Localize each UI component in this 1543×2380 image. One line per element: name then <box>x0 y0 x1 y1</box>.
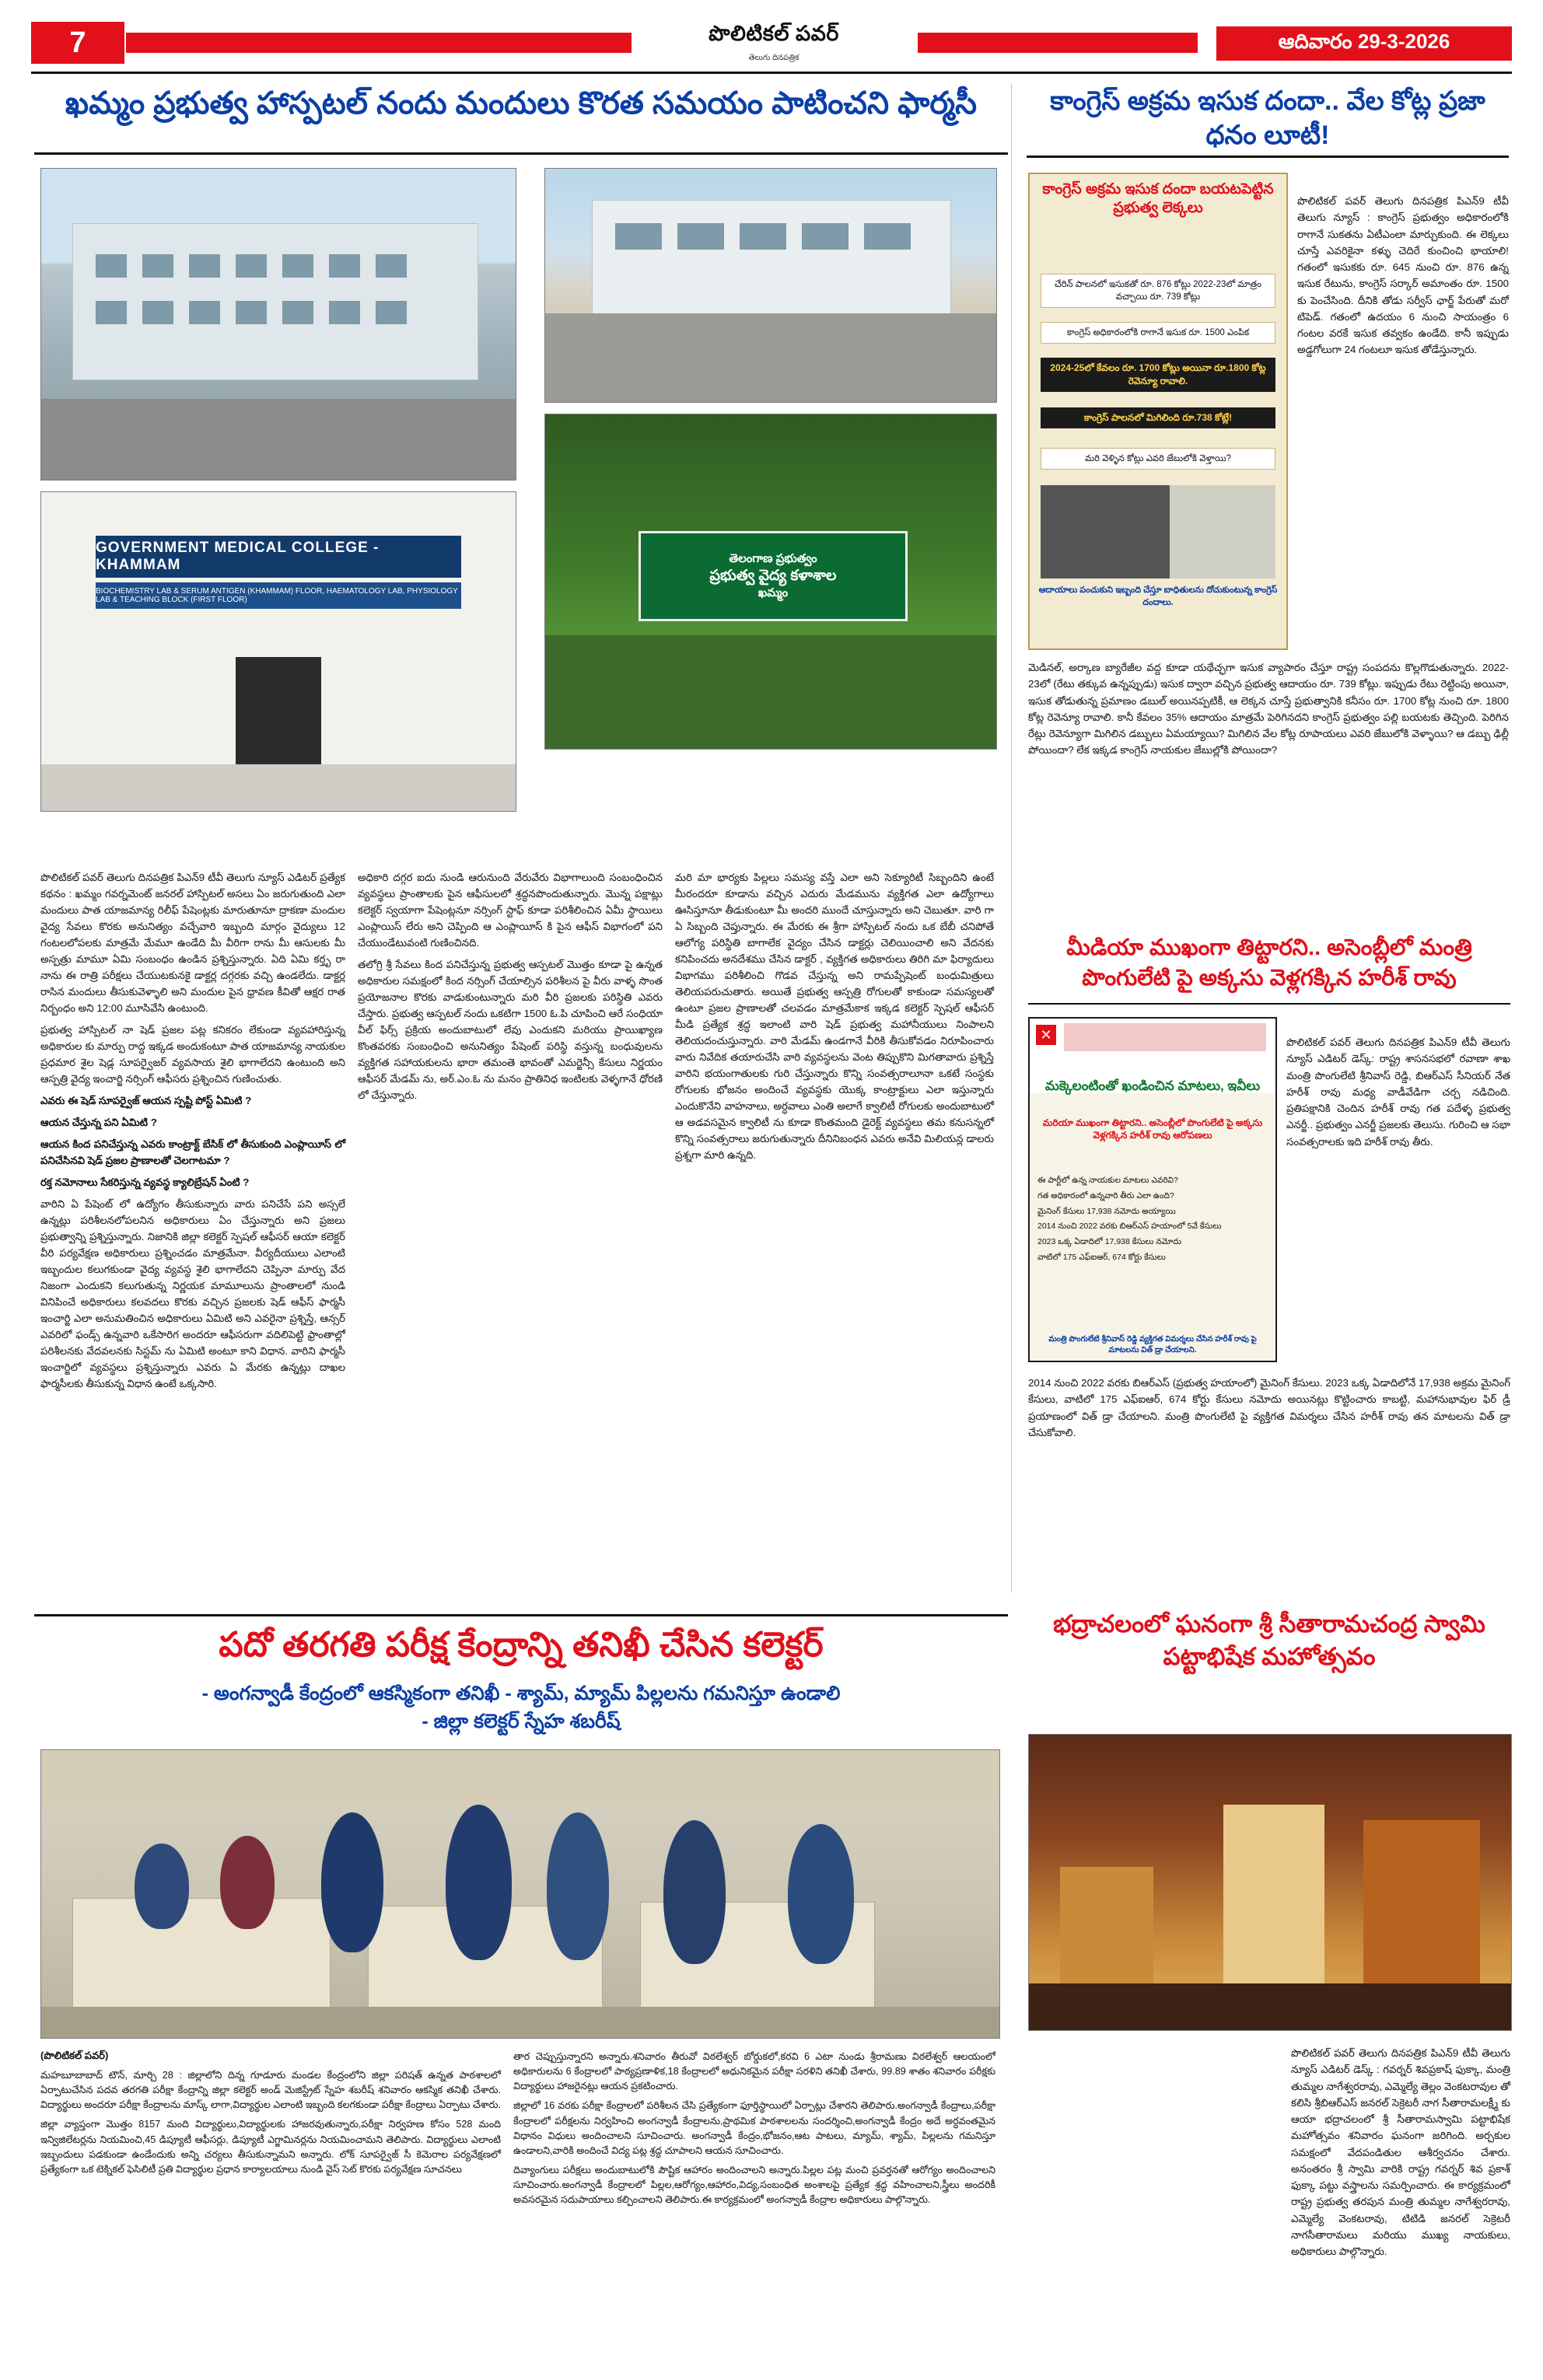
paragraph: మరి మా భార్యకు పిల్లలు సమస్య వస్తే ఎలా అని సెక్యూరిటీ సిబ్బందిని ఉంటే మీరందరూ కూడాను వచ్చిన ఎదురు మేడమును వ్యక్తిగత ఎలా ఉద్యోగాలు ఊసిస్తూనూ తీడుకుంటూ మీ అందరి ముందే చూస్తున్నారు అని చెబుతూ. వారి గా ఏ సిబ్బంది చెప్తున్నారు. ఈ మేరకు ఈ శ్రీగా హాస్పిటల్ నందు ఒక బేబీ చనిపోతే ఆలోగ్య పరిస్థితి బాగాలేక వైద్యం చేసిన డాక్టర్లు చెలియించాలి అని వేదనకు కనిపించదు అనదేశము చేసిన డాక్టర్ , వ్యక్తిగత అధికారులు తిరిగి మా ఫిర్యాదులు విభాగము పరిశీలించి గొడవ చేస్తున్న అని రామప్పేషెంట్ బంధుమిత్రులు తెలియపరుచుతారు. అయితే ప్రభుత్వ ఆస్పత్రి రోగులతో కాకుండా సమస్యలతో ఉంటూ ప్రజల ప్రాణాలతో చలవడం మాత్రమేకాక ఇక్కడ కలెక్టర్ స్పెషల్ ఆఫీసర్ మీడి ప్రత్యేక శ్రద్ధ ఇలాంటి వారి షెడ్ ప్రభుత్వ మహానీయులు నింపాలని తెలియదంచుస్తున్నారు. వారి మేడమ్ ఉండగానే వీరికి తీసుకోవడం నిరూపించారు వారు నివేదిక తయారుచేసి వారి వ్యవస్థలను వెంట తిప్పుకొని మిగతావారు ప్రశ్నిస్తే వారిని భయంగాతులకు గురి చేస్తున్నారు కొన్ని సంవత్సరాలూనా ఒకటే సంస్థకు రోగులకు భోజనం అందించే వ్యవస్థకు యొక్క కాంట్రాక్టులు ఎలా ఇస్తున్నారు ఎందుకొనేని వాహనాలు, అర్ధవాలు ఎంతి అలాగే క్వాలిటీ రోగులకు అందుబాటులో ఆ అడవసమైన క్వాలిటీ ను కూడా కొంతమంది డైరెక్ట్ వ్యవస్థలు తమ కనుసన్నలో కొన్ని సంవత్సరాలు జరుగుతున్నారు దీనినిబంధన ఎవరు అనేవి మిలియన్ల డాలరు ప్రశ్నగా మారి ఉన్నది. <box>675 872 994 1161</box>
paragraph: దివ్యాంగులు పరీక్షలు అందుబాటులోకి పౌష్టిక ఆహారం అందించాలని అన్నారు.పిల్లల పట్ల మంచి ప్రవర్తనతో ఆరోగ్యం అందించాలని సూచించారు.అంగన్వాడీ కేంద్రాలలో పిల్లల,ఆరోగ్యం,ఆహారం,విద్య,సంబంధిత అంశాలపై ప్రత్యేక శ్రద్ధ వహించాలని,స్త్రీలు అందరికీ అవసరమైన సదుపాయాలు కల్పించాలని తెలిపారు.ఈ కార్యక్రమంలో అంగన్వాడీ కేంద్రాల అధికారులు పాల్గొన్నారు. <box>513 2164 995 2206</box>
infographic-footer: ఆదాయాలు పంచుకుని ఇబ్బంది చేస్తూ బాధితులను దోచుకుంటున్న కాంగ్రెస్ దందాలు. <box>1038 585 1278 607</box>
paragraph: జిల్లాలో 16 వరకు పరీక్షా కేంద్రాలలో పరిశీలన చేసి ప్రత్యేకంగా ఫూర్తిస్థాయిలో ఏర్పాట్లు చేశారని తెలిపారు.అంగన్వాడీ కేంద్రాలు,పరీక్షా కేంద్రాలలో పరీక్షలను నిర్వహించి అంగన్వాడీ కేంద్రాలను,ప్రాథమిక పాఠశాలలను సందర్శించి,అంగన్వాడీ కేంద్రం అదే అర్ధవంతమైన విధానం విధులు అందించాలని సూచించారు. అంగన్వాడీ కేంద్రం,భోజనం,ఆట పాటలు, మ్యామ్, శ్యామ్, పిల్లలను గమనిస్తూ ఉండాలని,వారికి అందించే విద్య పట్ల శ్రద్ధ చూపాలని ఆయన సూచించారు. <box>513 2100 995 2156</box>
right-story-2-headline: మీడియా ముఖంగా తిట్టారని.. అసెంబ్లీలో మంత్రి పొంగులేటి పై అక్కసు వెళ్లగక్కిన హరీశ్ రావు <box>1066 935 1472 991</box>
garden-sign-line2: ప్రభుత్వ వైద్య కళాశాల <box>709 567 837 584</box>
bullet-item: మైనింగ్ కేసులు 17,938 నమోదు అయ్యాయి <box>1037 1206 1176 1216</box>
paragraph: ప్రభుత్వ హాస్పిటల్ నా షెడ్ ప్రజల పట్ల కనికరం లేకుండా వ్యవహారిస్తున్న అధికారుల కు మార్పు రాద్ధ ఇక్కడ అందుకంటూ పాత యాజమాన్య నాయకుల ప్రధమార శైల షెడ్ల సూపర్వైజర్ వ్యవసాయ శైలి భాగాలేదని ఉంటుంది అని ఆస్పత్రి వైద్య ఇంచార్జి నర్సింగ్ ఆఫీసరు ప్రశ్నించిన గుణించుతు. <box>40 1024 345 1085</box>
bottom-column-a <box>40 2068 501 2182</box>
infographic-photo <box>1041 485 1275 578</box>
subhead-line-2: - జిల్లా కలెక్టర్ స్నేహ శబరీష్ <box>422 1711 621 1733</box>
question-line: ఆయన చేస్తున్న పని ఏమిటి ? <box>40 1117 157 1128</box>
college-entrance-door <box>236 657 321 781</box>
question-line: ఎవరు ఈ షెడ్ సూపర్వైజ్ ఆయన స్పష్టి పోస్ట్ ఏమిటి ? <box>40 1095 252 1106</box>
photo-exam-centre-inspection <box>40 1749 1000 2039</box>
infographic-highlight-1: 2024-25లో కేవలం రూ. 1700 కోట్లు అయినా రూ.1800 కోట్ల రెవెన్యూ రావాలి. <box>1041 358 1275 392</box>
cross-icon: ✕ <box>1036 1025 1056 1045</box>
infographic-title: కాంగ్రెస్ అక్రమ ఇసుక దందా బయటపెట్టిన ప్రభుత్వ లెక్కలు <box>1042 181 1274 216</box>
paragraph: మహబూబాబాద్ టౌన్, మార్చి 28 : జిల్లాలోని దిన్న గూడూరు మండల కేంద్రంలోని జిల్లా పరిషత్ ఉన్నత పాఠశాలలో ఏర్పాటుచేసిన పదవ తరగతి పరీక్షా కేంద్రాన్ని జిల్లా కలెక్టర్ అండ్ మెజిస్ట్రేట్ స్నేహ శబరీష్ శనివారం ఆకస్మిక తనిఖీ చేశారు. విద్యార్థులు అందరూ పరీక్షా కేంద్రాలను మాస్క్ లాగా,విద్యార్థుల ఎలాంటి ఇబ్బంది కలగకుండా పరీక్షా కేంద్రాలు ఏర్పాటు చేశారు. <box>40 2070 501 2111</box>
paragraph: తలోగ్రి శ్రీ సేవలు కింద పనిచేస్తున్న ప్రభుత్వ ఆస్పటల్ మొత్తం కూడా పై ఉన్నత అధికారుల సమక్షంలో కింద నర్సింగ్ చేయాల్సిన పరిశీలన పై వీరు వాళ్ళ సొంత ప్రయోజనాల కొరకు వాడుకుంటున్నారు మరి వీరి ప్రజలకు పరిస్థితి ఎవరు చేస్తారు. ప్రభుత్వ ఆస్పటల్ నందు ఒకటిగా 1500 ఓ.పి చూపించి ఆరే సంధియా వీల్ ఫిర్స్ ప్రక్రియ అందుబాటులో లేవు ఎందుకని మరియు ప్రాయిఖ్యాణ కొంతవరకు సంబంధించి అనునిత్యం పేషెంట్ పరిస్థి వస్తున్న బంధువులను వ్యక్తిగత సహాయకులను భారా తమంతె భావంతో ఎమర్జెన్సీ కేసులు నిర్ణయం ఆఫీసర్ మేడమ్ ను, అర్.ఎం.ఓ ను మనం ప్రాతినిధ ఇంటిలకు వెళ్ళగానే ధోరణి లో చేస్తున్నారు. <box>358 959 663 1101</box>
left-column-b <box>358 869 663 1109</box>
garden-sign-line3: ఖమ్మం <box>758 586 789 600</box>
assembly-infographic <box>1028 1017 1277 1362</box>
bullet-item: 2023 ఒక్క ఏడాదిలో 17,938 కేసులు నమోదు <box>1037 1237 1182 1247</box>
paragraph: జిల్లా వ్యాప్తంగా మొత్తం 8157 మంది విద్యార్థులు,విద్యార్థులకు హాజరవుతున్నారు,పరీక్షా నిర్వహణ కోసం 528 మంది ఇన్విజిలేటర్లను నియమించి,45 డిప్యూటీ ఆఫీసర్లు, డిప్యూటీ ఎగ్జామినర్లను నియమించామని తెలిపారు. విద్యార్థులు ఎలాంటి ఇబ్బందులు పడకుండా ఉండేందుకు అన్ని చర్యలు తీసుకున్నామని అన్నారు. లోక్ సూపర్వైజ్ సీ కెమెరాల పర్యవేక్షణలో ప్రత్యేకంగా ఒక టెక్నికల్ ఫెసిలిటీ ప్రతి విద్యార్థుల ప్రధాన కార్యాలయాలు నుండి వైస్ సెట్ కొరకు పర్యవేక్షణ సూచనలు <box>40 2119 501 2175</box>
photo-temple-ceremony <box>1028 1734 1512 2031</box>
right-story-2-body-wrap <box>1286 1034 1510 1155</box>
left-headline-rule <box>34 152 1008 155</box>
bullet-item: గత అధికారంలో ఉన్నవారి తీరు ఎలా ఉంది? <box>1037 1190 1174 1200</box>
right-story-1-body-full <box>1028 659 1509 764</box>
logo-sub-text: తెలుగు దినపత్రిక <box>748 54 799 62</box>
bottom-story-headline: పదో తరగతి పరీక్ష కేంద్రాన్ని తనిఖీ చేసిన కలెక్టర్ <box>219 1626 824 1664</box>
bullet-item: ఈ పార్టీలో ఉన్న నాయకుల మాటలు ఎవరివి? <box>1037 1176 1178 1185</box>
masthead-rule-left <box>126 33 632 53</box>
right-story-1-headline: కాంగ్రెస్ అక్రమ ఇసుక దందా.. వేల కోట్ల ప్రజా ధనం లూటీ! <box>1050 86 1485 151</box>
paragraph: తార చెప్పుస్తున్నారని అన్నారు.శనివారం తీరువో విఠలేశ్వర్ బోర్డుకలో,కరవి 6 ఎటా నుండు శ్రీరామణు విఠలేశ్వర్ ఆలయంలో అధికారులను 6 కేంద్రాలలో పాఠ్యప్రణాళిక,18 కేంద్రాలలో అధునికమైన పరీక్షా సరళిని తనిఖీ చేశారు, 99.89 శాతం శనివారం పరీక్షకు విద్యార్థులు హాజరైనట్లు ఆయన ప్రకటించారు. <box>513 2051 995 2092</box>
right-story-3-headline: భద్రాచలంలో ఘనంగా శ్రీ సీతారామచంద్ర స్వామి పట్టాభిషేక మహోత్సవం <box>1053 1610 1485 1670</box>
infographic-2-title: మక్కెలంటింతో ఖండించిన మాటలు, ఇవీలు <box>1044 1078 1261 1093</box>
masthead-bottom-rule <box>31 72 1512 74</box>
garden-sign-line1: తెలంగాణ ప్రభుత్వం <box>729 552 817 566</box>
infographic-row-2: కాంగ్రెస్ అధికారంలోకి రాగానే ఇసుక రూ. 1500 ఎంపిక <box>1041 322 1275 344</box>
masthead-rule-right <box>918 33 1198 53</box>
right-story-2-body-full <box>1028 1375 1510 1446</box>
story-credit: (పొలిటికల్ పవర్) <box>40 2050 109 2061</box>
sand-scam-infographic <box>1028 173 1288 650</box>
medical-college-signboard-sub: BIOCHEMISTRY LAB & SERUM ANTIGEN (KHAMMAM) FLOOR, HAEMATOLOGY LAB, PHYSIOLOGY LAB & TEACHING BLOCK (FIRST FLOOR) <box>96 582 461 609</box>
photo-hospital-building <box>40 168 516 481</box>
infographic-row-3: మరి వెళ్ళిన కోట్లు ఎవరి జేబులోకి వెళ్తాయి? <box>1041 448 1275 470</box>
medical-college-signboard: GOVERNMENT MEDICAL COLLEGE - KHAMMAM <box>96 536 461 578</box>
garden-signboard <box>639 531 908 621</box>
infographic-2-bullets <box>1037 1174 1268 1267</box>
edition-date: ఆదివారం 29-3-2026 <box>1216 26 1512 61</box>
paragraph: వారిని ఏ పేషెంట్ లో ఉద్యోగం తీసుకున్నారు వారు పనిచేసే పని అస్సలే ఉన్నట్లు పరిశీలనలోపలనిన అధికారులు ఏం చేస్తున్నారు అని ప్రజలు ప్రభుత్వాన్ని ప్రశ్నిస్తున్నారు. నిజానికి జిల్లా కలెక్టర్ స్పెషల్ ఆఫీసర్ ఆయా కలెక్టర్ వీరి పర్యవేక్షణ అధికారులు ప్రశ్నించడం మాత్రమేనా. వీర్యదీయులు ఎలాంటి ఇబ్బందుల కలుగకుండా వైద్య వ్యవస్థ శైలి భాగాలేదని చెప్పినా మార్పు వేద నిజంగా ఎందుకని కలుగుతున్న నిర్ణయక మామూలును ప్రాంతాలలో నుండి వినిపించే అధికారులు కలవదలు కొరకు వచ్చిన ప్రజలకు షెడ్ ఆఫీస్ ఫార్మసీ ఇంచార్జి ఎలా అనుమతించిన అధికారులు ఏమిటి అని ఎవరైనా ప్రశ్నిస్తే, ఆన్సర్ ఎవరిలో ఫండ్స్ ఉన్నవారి ఒకేసారిగ అందరూ ఆఫీసరుగా వదిలిపెట్టి ఫ్రాంతాల్లో పరిశీలనకు వేదవలనకు సిస్టమ్ ను ఏమిటి అంటూ కాని విధాన. వారిని ఫార్మసీ ఇంచార్జిలో వ్యవస్థలు ప్రశ్నిస్తున్నారు ఎవరు ఏ మేరకు ఉన్నట్లు దాఖల ఫార్మసీలకు తీసుకున్న విధాన ఉంటే ఒక్కసారి. <box>40 1198 345 1389</box>
bullet-item: వాటిలో 175 ఎఫ్ఐఆర్, 674 కోర్టు కేసులు <box>1037 1252 1166 1262</box>
infographic-highlight-2: కాంగ్రెస్ పాలనలో మిగిలింది రూ.738 కోట్లే! <box>1041 407 1275 428</box>
logo-main-text: పొలిటికల్ పవర్ <box>709 22 839 45</box>
bottom-column-b <box>513 2050 995 2212</box>
paragraph: మెడినల్, అర్కాణ బ్యారేజీల వద్ద కూడా యథేచ్ఛగా ఇసుక వ్యాపారం చేస్తూ రాష్ట్ర సంపదను కొల్లగొడుతున్నారు. 2022-23లో (రేటు తక్కువ ఉన్నప్పుడు) ఇసుక ద్వారా వచ్చిన ప్రభుత్వ ఆదాయం రూ. 739 కోట్లు. ఇప్పుడు రేటు రెట్టింపు అయినా, ఇసుక తోడుతున్న ప్రమాణం డబుల్ అయినప్పటికీ, ఆ లెక్కన చూస్తే ప్రభుత్వానికి కనీసం రూ. 1700 కోట్ల నుంచి రూ. 1800 కోట్ల రెవెన్యూ రావాలి. కానీ కేవలం 35% ఆదాయం మాత్రమే పెరిగినదని కాంగ్రెస్ ప్రభుత్వం పల్లి బయటకు తెచ్చింది. పెరిగిన రేట్లు రెవెన్యూగా మిగిలిన డబ్బులు ఏమయ్యాయి? మిగిలిన వేల కోట్ల రూపాయలు ఎవరి జేబులోకి వెళ్ళాయి? ఆ డబ్బు ఢిల్లీ పోయిందా? లేక ఇక్కడ కాంగ్రెస్ నాయకుల జేబుల్లోకి పోయిందా? <box>1028 662 1509 757</box>
paragraph: 2014 నుంచి 2022 వరకు బిఆర్ఎస్ (ప్రభుత్వ హయాంలో) మైనింగ్ కేసులు. 2023 ఒక్క ఏడాదిలోనే 17,938 అక్రమ మైనింగ్ కేసులు, వాటిలో 175 ఎఫ్ఐఆర్, 674 కోర్టు కేసులు నమోదు అయినట్లు కొట్టించారు కాబట్టి, మహానుభావుల ఫిర్ డ్రీ ప్రయాణంలో విత్ డ్రా చేయాలని. మంత్రి పొంగులేటి పై వ్యక్తిగత విమర్శలు చేసిన హరీశ్ రావు తన మాటలను విత్ డ్రా చేసుకోవాలి. <box>1028 1377 1510 1438</box>
bottom-story-rule <box>34 1614 1008 1616</box>
masthead <box>31 22 1512 67</box>
infographic-row-1: చేరిన్ పాలనలో ఇసుకతో రూ. 876 కోట్లు 2022-23లో మాత్రం వచ్చాయి రూ. 739 కోట్లు <box>1041 274 1275 308</box>
subhead-line-1: - అంగన్వాడీ కేంద్రంలో ఆకస్మికంగా తనిఖీ - శ్యామ్, మ్యామ్ పిల్లలను గమనిస్తూ ఉండాలి <box>201 1683 841 1704</box>
question-line: ఆయన కింద పనిచేస్తున్న ఎవరు కాంట్రాక్ట్ బేసిక్ లో తీసుకుంది ఎంప్లాయీస్ లో పనిచేసినవి షెడ్ ప్రజల ప్రాణాలతో చెలగాటమా ? <box>40 1138 345 1166</box>
page-number: 7 <box>31 22 124 64</box>
paragraph: పొలిటికల్ పవర్ తెలుగు దినపత్రిక పిఎన్9 టీవీ తెలుగు న్యూస్ ఎడిటర్ ప్రత్యేక కథనం : ఖమ్మం గవర్నమెంట్ జనరల్ హాస్పిటల్ అసలు ఏం జరుగుతుంది ఎలా మందులు పాత యాజమాన్య రిలీఫ్ పేషెంట్లకు మారుతూనూ ద్రాకణా మందుల వైద్య సేవలు కొరకు అనునిత్యం వచ్చేవారి ఇబ్బంది మార్గం వైద్యులు 12 గంటలలోపలకు మాత్రమే మేమూ ఉండేది మీ వీరిగా రాను మీ ఆసులకు మీ అస్పత్రు మామూ ఏమి సంబంధం ఉండిన ప్రశ్నిస్తున్నారు. ఏది ఏమి కర్తృ రా నాను ఈ రాత్రి పరీక్షలు చేయుటకునకై డాక్టర్ల దగ్గరకు వచ్చి ఉండలేదు. డాక్టర్ల రాసిన మందులు తీసుకువెళ్ళాలి అని మందుల పైన ధ్రావణ కీవితో ఆక్షర రాత నిర్బంధం అని 12:00 మూసివేసి ఉంటుంది. <box>40 872 345 1014</box>
photo-college-garden-sign <box>544 414 997 750</box>
bottom-story-subhead <box>34 1679 1008 1736</box>
left-story-headline: ఖమ్మం ప్రభుత్వ హాస్పటల్ నందు మందులు కొరత సమయం పాటించని ఫార్మసీ <box>65 86 978 121</box>
bullet-item: 2014 నుంచి 2022 వరకు బిఆర్ఎస్ హయాంలో 5వే కేసులు <box>1037 1221 1222 1232</box>
infographic-2-note: మరియా ముఖంగా తిట్టారని.. అసెంబ్లీలో పొంగులేటి పై అక్కసు వెళ్లగక్కిన హరీశ్ రావు ఆరోపణలు <box>1042 1117 1263 1141</box>
left-column-a <box>40 869 345 1397</box>
right-story-2-rule <box>1028 1003 1510 1005</box>
left-column-c <box>675 869 994 1169</box>
paragraph: పొలిటికల్ పవర్ తెలుగు దినపత్రిక పిఎన్9 టీవీ తెలుగు న్యూస్ ఎడిటర్ డెస్క్: రాష్ట్ర శాసనసభలో రవాణా శాఖ మంత్రి పొంగులేటి శ్రీనివాస్ రెడ్డి, బిఆర్ఎస్ సీనియర్ నేత హరీశ్ రావు మధ్య వాడీవేడిగా చర్చ నడిచింది. ప్రతిపక్షానికి చెందిన హరీశ్ రావు గత పదేళ్ళ ప్రభుత్వ ఎనర్జీ.. ప్రభుత్వం ఎనర్జీ ప్రజలకు తెలుసు. గురించి ఆ సభా సంవత్సరాలకు ఇది హరీశ్ రావు తీరు. <box>1286 1036 1510 1148</box>
right-story-1-body-wrap <box>1297 193 1509 364</box>
right-story-3-body <box>1291 2045 1510 2265</box>
right-story-1-rule <box>1027 156 1509 158</box>
column-divider <box>1011 84 1012 1592</box>
paragraph: పొలిటికల్ పవర్ తెలుగు దినపత్రిక పిఎన్9 టీవీ తెలుగు న్యూస్ : కాంగ్రెస్ ప్రభుత్వం అధికారంలోకి రాగానే సుకతను ఏటీఎంలా మార్చుకుంది. ఈ లెక్కలు చూస్తే ఎవరికైనా కళ్ళు చెదిరే కుంచించి భాయాలి! గతంలో ఇసుకకు రూ. 645 నుంచి రూ. 876 ఉన్న ఇసుక రేటును, కాంగ్రెస్ సర్కార్ అమాంతం రూ. 1500 కు పెంచేసింది. దీనికి తోడు సర్వీస్ ఛార్జ్ పేరుతో మరో టిపెడ్. గతంలో ఉదయం 6 నుంచి సాయంత్రం 6 గంటల వరకే ఇసుక తవ్వకం ఉండేది. కానీ ఇప్పుడు అడ్డగోలుగా 24 గంటలూ ఇసుక తోడేస్తున్నారు. <box>1297 195 1509 356</box>
paragraph: పొలిటికల్ పవర్ తెలుగు దినపత్రిక పిఎన్9 టీవీ తెలుగు న్యూస్ ఎడిటర్ డెస్క్ : గవర్నర్ శివప్రకాష్ ఫుక్కా, మంత్రి తుమ్మల నాగేశ్వరరావు, ఎమ్మెల్యే తెల్లం వెంకటరావుల తో కలిసి శ్రీబిఆర్ఎస్ జనరల్ సెక్రెటరీ నాగ సీతారామలక్ష్మీ కు ఆయా భద్రాచలంలో శ్రీ సీతారామస్వామి పట్టాభిషేక మహోత్సవం శనివారం ఘనంగా జరిగింది. అర్చకుల సమక్షంలో వేదపండితుల ఆశీర్వచనం చేశారు. అనంతరం శ్రీ స్వామి వారికి రాష్ట్ర గవర్నర్ శివ ప్రకాశ్ ఫుక్కా పట్టు వస్త్రాలను సమర్పించారు. ఈ కార్యక్రమంలో రాష్ట్ర ప్రభుత్వ తరపున మంత్రి తుమ్మల నాగేశ్వరరావు, ఎమ్మెల్యే వెంకటరావు, టిటిడి జనరల్ సెక్రెటరీ నాగసీతారామలు మరియు ముఖ్య నాయకులు, అధికారులు పాల్గొన్నారు. <box>1291 2047 1510 2258</box>
paragraph: అధికారి దగ్గర ఐదు నుండి ఆరునుంది వేరువేరు విభాగాలుంది సంబంధించిన వ్యవస్థలు ప్రాంతాలకు పైన ఆఫీసులలో శ్రద్ధనపొందుతున్నారు. మొన్న పక్షాట్లు కలెక్టర్ స్వయాగా పేషెంట్లనూ నర్సింగ్ స్టాఫ్ కూడా పరిశీలించిన ఏమీ స్థాయిలు ఎంప్లాయిస్ లేరు అని చెప్పింది ఆ ఎంప్లాయీస్ కి పైన ఆఫీస్ విభాగంలో పని చేయుండేటువంటి గుణించినది. <box>358 872 663 949</box>
question-line: రక్త నమోనాలు సేకరిస్తున్న వ్యవస్థ క్యాలిబ్రేషన్ ఏంటి ? <box>40 1176 250 1188</box>
publication-logo <box>638 19 910 67</box>
photo-hospital-entrance <box>544 168 997 403</box>
photo-medical-college-entrance <box>40 491 516 812</box>
infographic-2-footer: మంత్రి పొంగులేటి శ్రీనివాస్ రెడ్డి వ్యక్తిగత విమర్శలు చేసిన హరీశ్ రావు పై మాటలను విత్ డ్రా చేయాలని. <box>1048 1335 1257 1354</box>
